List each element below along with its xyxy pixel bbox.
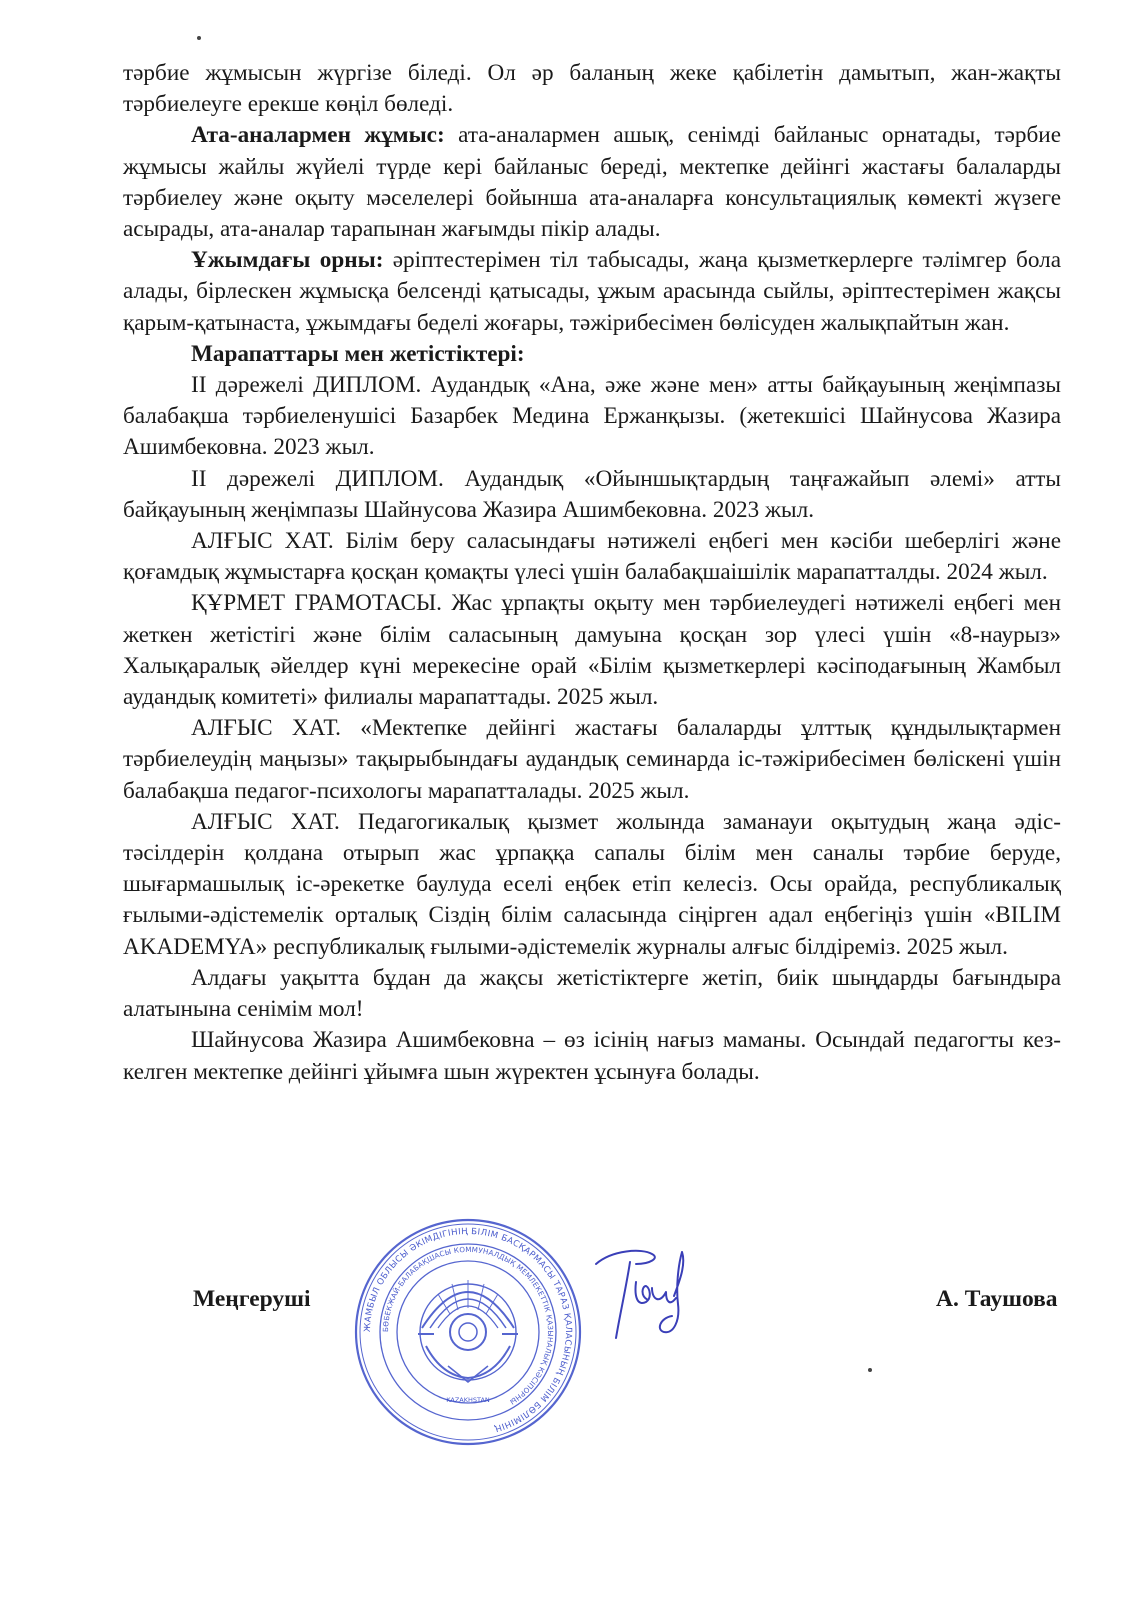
stamp-center-text: KAZAKHSTAN (446, 1396, 490, 1404)
paragraph (123, 339, 1061, 370)
paragraph-text: АЛҒЫС ХАТ. «Мектепке дейінгі жастағы балаларды ұлттық құндылықтармен тәрбиелеудің маңызы» тақырыбындағы аудандық семинарда іс-тәжірибесімен бөлiскені үшін балабақша педагог-психологы марапатталады. 2025 жыл. (123, 715, 1061, 804)
paragraph-lead: Ұжымдағы орны: (191, 247, 384, 274)
paragraph (123, 120, 1061, 245)
scan-speck (868, 1368, 872, 1372)
paragraph-text: ІІ дәрежелі ДИПЛОМ. Аудандық «Ойыншықтардың таңғажайып әлемі» атты байқауының жеңімпазы Шайнусова Жазира Ашимбековна. 2023 жыл. (123, 465, 1061, 523)
scan-speck (197, 36, 201, 40)
paragraph-lead: Ата-аналармен жұмыс: (191, 122, 445, 149)
paragraph-text: ҚҰРМЕТ ГРАМОТАСЫ. Жас ұрпақты оқыту мен тәрбиелеудегі нәтижелі еңбегі мен жеткен жетістігі және білім саласының дамуына қосқан зор үлесі үшін «8-наурыз» Халықаралық әйелдер күні мерекесіне орай «Білім қызметкерлері кәсіподағының Жамбыл аудандық комитеті» филиалы марапаттады. 2025 жыл. (123, 590, 1061, 711)
paragraph (123, 464, 1061, 526)
handwritten-signature-icon (590, 1242, 700, 1352)
paragraph-text: АЛҒЫС ХАТ. Білім беру саласындағы нәтижелі еңбегі мен кәсіби шеберлігі және қоғамдық жұмыстарға қосқан қомақты үлесі үшін балабақшаішілік марапатталды. 2024 жыл. (123, 528, 1061, 586)
paragraph (123, 1025, 1061, 1087)
paragraph-text: ІІ дәрежелі ДИПЛОМ. Аудандық «Ана, әже және мен» атты байқауының жеңімпазы балабақша тәрбиеленушісі Базарбек Медина Ержанқызы. (жетекшісі Шайнусова Жазира Ашимбековна. 2023 жыл. (123, 372, 1061, 461)
stamp-inner-text: БӨБЕКЖАЙ-БАЛАБАҚШАСЫ КОММУНАЛДЫҚ МЕМЛЕКЕТТІК ҚАЗЫНАЛЫҚ КӘСІПОРНЫ (380, 1244, 556, 1407)
stamp-outer-text: ЖАМБЫЛ ОБЛЫСЫ ӘКІМДІГІНІҢ БІЛІМ БАСҚАРМАСЫ ТАРАЗ ҚАЛАСЫНЫҢ БІЛІМ БӨЛІМІНІҢ (362, 1226, 574, 1434)
paragraph (123, 526, 1061, 588)
paragraph (123, 588, 1061, 713)
paragraph-text: ата-аналармен ашық, сенімді байланыс орнатады, тәрбие жұмысы жайлы жүйелі түрде кері байланыс береді, мектепке дейінгі жастағы балаларды тәрбиелеу және оқыту мәселелері бойынша ата-аналарға консультациялық көмекті жүзеге асырады, ата-аналар тарапынан жағымды пікір алады. (123, 122, 1061, 243)
paragraph (123, 963, 1061, 1025)
body-text (123, 58, 1061, 1088)
paragraph-lead: Марапаттары мен жетістіктері: (191, 340, 525, 367)
paragraph (123, 58, 1061, 120)
paragraph-text: АЛҒЫС ХАТ. Педагогикалық қызмет жолында заманауи оқытудың жаңа әдіс-тәсілдерін қолдана отырып жас ұрпаққа сапалы білім мен саналы тәрбие беруде, шығармашылық іс-әрекетке баулуда еселі еңбек етіп келесіз. Осы орайда, республикалық ғылыми-әдістемелік орталық Сіздің білім саласында сіңірген адал еңбегіңіз үшін «BILIM AKADEMYA» республикалық ғылыми-әдістемелік журналы алғыс білдіреміз. 2025 жыл. (123, 808, 1061, 960)
paragraph (123, 245, 1061, 339)
paragraph-text: әріптестерімен тіл табысады, жаңа қызметкерлерге тәлімгер бола алады, бірлескен жұмысқа белсенді қатысады, ұжым арасында сыйлы, әріптестерімен жақсы қарым-қатынаста, ұжымдағы беделі жоғары, тәжірибесімен бөлісуден жалықпайтын жан. (123, 247, 1061, 336)
paragraph (123, 807, 1061, 963)
paragraph (123, 370, 1061, 464)
official-stamp-icon (352, 1216, 584, 1448)
paragraph-text: тәрбие жұмысын жүргізе біледі. Ол әр баланың жеке қабілетін дамытып, жан-жақты тәрбиелеуге ерекше көңіл бөледі. (123, 60, 1061, 118)
paragraph (123, 713, 1061, 807)
signatory-title: Меңгеруші (193, 1286, 311, 1312)
paragraph-text: Шайнусова Жазира Ашимбековна – өз ісінің нағыз маманы. Осындай педагогты кез-келген мектепке дейінгі ұйымға шын жүректен ұсынуға болады. (123, 1027, 1061, 1085)
paragraph-text: Алдағы уақытта бұдан да жақсы жетістіктерге жетіп, биік шыңдарды бағындыра алатынына сенімім мол! (123, 964, 1061, 1023)
signatory-name: А. Таушова (936, 1286, 1058, 1312)
